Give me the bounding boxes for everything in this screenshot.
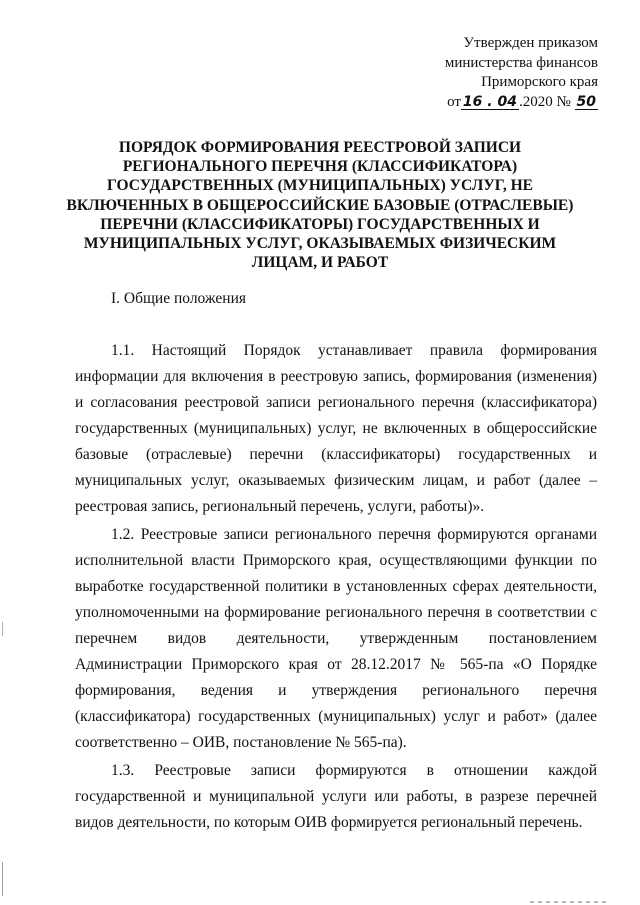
approval-line-3: Приморского края	[481, 74, 598, 90]
approval-line-2: министерства финансов	[444, 54, 598, 71]
section-heading: I. Общие положения	[111, 290, 247, 307]
paragraph-1-1: 1.1. Настоящий Порядок устанавливает правила формирования информации для включения в реестровую запись, формирования (изменения) и согласования реестровой записи регионального перечня (классификатора) государственных (муниципальных) услуг, не включенных в общероссийские базовые (отраслевые) перечни (классификаторы) государственных и муниципальных услуг, оказываемых физическим лицам, и работ (далее – реестровая запись, региональный перечень, услуги, работы)».	[75, 342, 597, 515]
approval-date-line	[445, 93, 598, 113]
document-title: ПОРЯДОК ФОРМИРОВАНИЯ РЕЕСТРОВОЙ ЗАПИСИ РЕГИОНАЛЬНОГО ПЕРЕЧНЯ (КЛАССИФИКАТОРА) ГОСУДАРСТВЕННЫХ (МУНИЦИПАЛЬНЫХ) УСЛУГ, НЕ ВКЛЮЧЕННЫХ В ОБЩЕРОССИЙСКИЕ БАЗОВЫЕ (ОТРАСЛЕВЫЕ) ПЕРЕЧНИ (КЛАССИФИКАТОРЫ) ГОСУДАРСТВЕННЫХ И МУНИЦИПАЛЬНЫХ УСЛУГ, ОКАЗЫВАЕМЫХ ФИЗИЧЕСКИМ ЛИЦАМ, И РАБОТ	[66, 139, 574, 272]
paragraph-1-2: 1.2. Реестровые записи регионального перечня формируются органами исполнительной власти Приморского края, осуществляющими функции по выработке государственной политики в установленных сферах деятельности, уполномоченными на формирование регионального перечня в соответствии с перечнем видов деятельности, утвержденным постановлением Администрации Приморского края от 28.12.2017 № 565-па «О Порядке формирования, ведения и утверждения регионального перечня (классификатора) государственных (муниципальных) услуг и работ» (далее соответственно – ОИВ, постановление № 565-па).	[75, 526, 597, 751]
scan-edge-mark	[2, 622, 3, 636]
date-prefix: от	[447, 93, 461, 110]
handwritten-order-number: 50	[576, 93, 596, 110]
scan-artifact	[530, 901, 610, 903]
paragraph-1-3: 1.3. Реестровые записи формируются в отношении каждой государственной и муниципальной услуги или работы, в разрезе перечней видов деятельности, по которым ОИВ формируется региональный перечень.	[75, 762, 597, 831]
approval-stamp	[445, 34, 598, 112]
handwritten-date: 16 . 04	[462, 93, 517, 110]
scan-edge-mark-bottom	[2, 862, 3, 896]
date-year: .2020 №	[518, 93, 571, 110]
approval-line-1: Утвержден приказом	[463, 35, 598, 51]
